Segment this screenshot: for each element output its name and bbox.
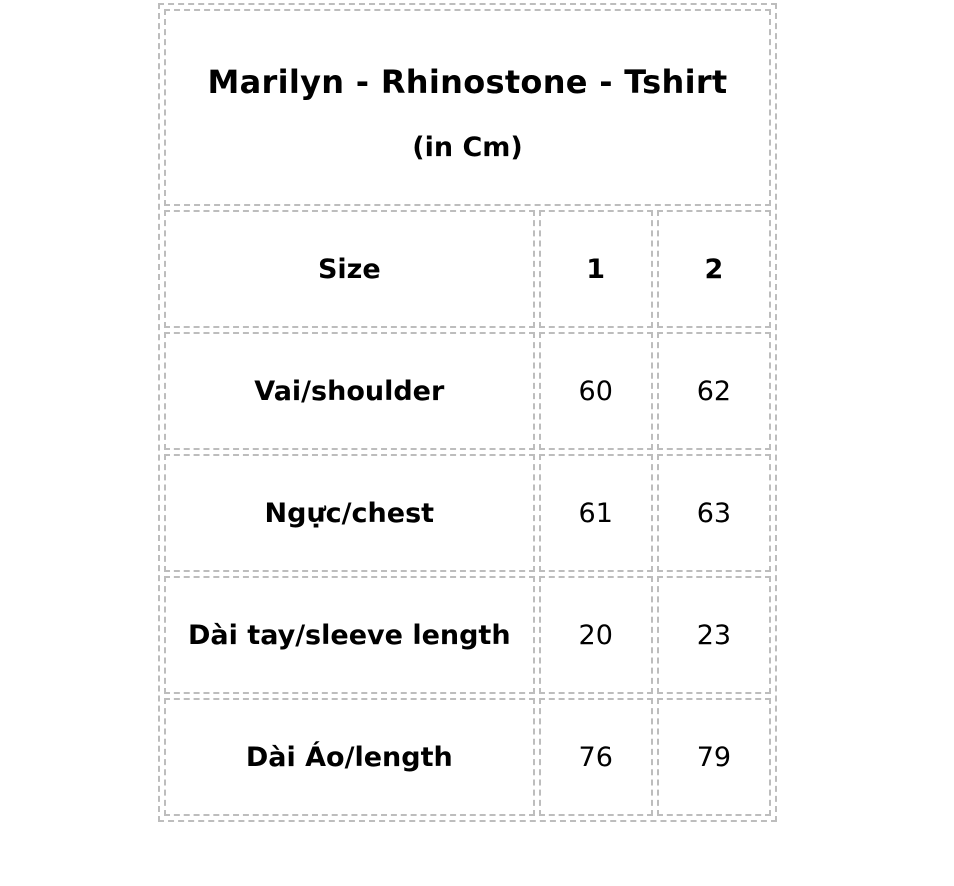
- table-row: [164, 576, 771, 694]
- size-header-1: 1: [539, 210, 653, 328]
- row-label-sleeve-length: Dài tay/sleeve length: [164, 576, 535, 694]
- table-row: [164, 454, 771, 572]
- row-label-shoulder: Vai/shoulder: [164, 332, 535, 450]
- table-cell: 62: [657, 332, 771, 450]
- row-label-chest: Ngực/chest: [164, 454, 535, 572]
- table-cell: 61: [539, 454, 653, 572]
- title-row: [164, 9, 771, 206]
- size-header-label: Size: [164, 210, 535, 328]
- table-row: [164, 698, 771, 816]
- table-cell: 23: [657, 576, 771, 694]
- title-cell: [164, 9, 771, 206]
- unit-label: (in Cm): [412, 132, 523, 163]
- chart-title: Marilyn - Rhinostone - Tshirt: [207, 63, 728, 101]
- header-row: [164, 210, 771, 328]
- table-row: [164, 332, 771, 450]
- table-cell: 79: [657, 698, 771, 816]
- row-label-length: Dài Áo/length: [164, 698, 535, 816]
- table-cell: 60: [539, 332, 653, 450]
- table-cell: 20: [539, 576, 653, 694]
- table-cell: 63: [657, 454, 771, 572]
- table-cell: 76: [539, 698, 653, 816]
- size-header-2: 2: [657, 210, 771, 328]
- size-chart-table: [158, 3, 777, 822]
